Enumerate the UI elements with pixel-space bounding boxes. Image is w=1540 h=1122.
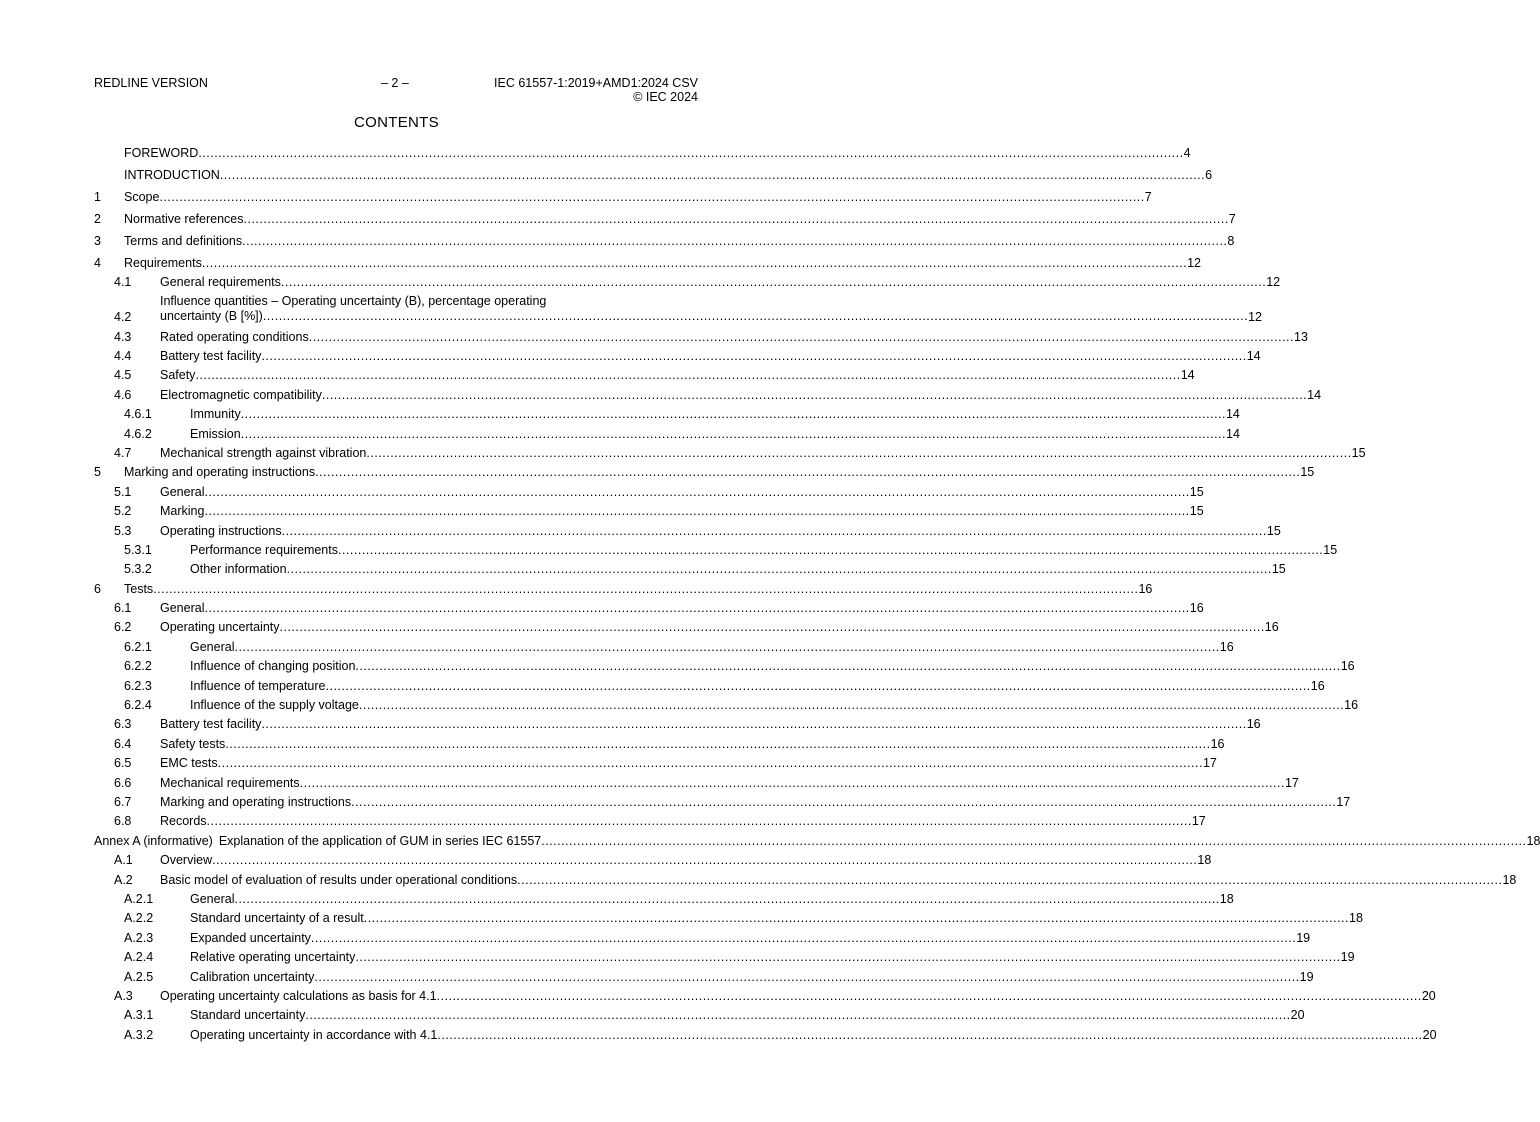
toc-entry-page: 7	[1144, 190, 1152, 205]
toc-entry-number: A.2.1	[124, 891, 154, 906]
toc-entry-page: 4	[1183, 146, 1191, 161]
toc-entry-page: 14	[1180, 368, 1195, 383]
toc-entry-title: Calibration uncertainty	[190, 969, 315, 984]
toc-entry-number: 6.3	[114, 717, 132, 732]
toc-entry-page: 12	[1187, 255, 1202, 270]
toc-entry-number: 6	[94, 581, 101, 596]
dot-leader	[261, 717, 1246, 731]
toc-entry-number	[94, 160, 124, 161]
toc-entry[interactable]	[94, 674, 1325, 693]
toc-entry-number: 6.5	[114, 756, 132, 771]
toc-entry-title: Rated operating conditions	[160, 329, 309, 344]
toc-entry-number: 5.2	[114, 504, 132, 519]
toc-entry-number: 6.1	[114, 601, 132, 616]
header-standard-number: IEC 61557-1:2019+AMD1:2024 CSV	[494, 76, 698, 90]
toc-entry-title: Safety	[160, 368, 196, 383]
toc-entry-page: 19	[1296, 930, 1311, 945]
toc-entry-number: 5.3.1	[124, 542, 152, 557]
dot-leader	[541, 834, 1526, 848]
dot-leader	[351, 795, 1336, 809]
dot-leader	[218, 756, 1203, 770]
toc-entry-title: Requirements	[124, 255, 202, 270]
toc-entry[interactable]	[94, 868, 1517, 887]
toc-entry-number: 1	[94, 190, 101, 205]
toc-entry[interactable]	[94, 142, 1191, 161]
toc-entry-page: 14	[1246, 349, 1261, 364]
toc-entry-title: Mechanical requirements	[160, 775, 300, 790]
toc-entry[interactable]	[94, 810, 1206, 829]
toc-entry-page: 15	[1189, 484, 1204, 499]
toc-entry-page: 16	[1246, 717, 1261, 732]
toc-entry-number: 4.4	[114, 349, 132, 364]
toc-entry-title: Records	[160, 814, 207, 829]
dot-leader	[309, 330, 1294, 344]
toc-entry[interactable]	[94, 383, 1322, 402]
toc-entry[interactable]	[94, 965, 1314, 984]
toc-entry[interactable]	[94, 888, 1234, 907]
dot-leader	[315, 465, 1300, 479]
toc-entry-page: 17	[1191, 814, 1206, 829]
toc-entry-title: Operating instructions	[160, 523, 282, 538]
toc-entry-number: 6.2.4	[124, 698, 152, 713]
toc-entry-page: 16	[1310, 678, 1325, 693]
toc-entry[interactable]	[94, 577, 1153, 596]
dot-leader	[242, 234, 1227, 248]
toc-entry-number: 2	[94, 212, 101, 227]
header-page-number: – 2 –	[381, 76, 409, 90]
toc-entry-page: 15	[1351, 445, 1366, 460]
toc-entry-page: 20	[1421, 988, 1436, 1003]
dot-leader	[300, 776, 1285, 790]
dot-leader	[241, 427, 1226, 441]
dot-leader	[261, 349, 1246, 363]
dot-leader	[287, 562, 1272, 576]
toc-entry-page: 6	[1205, 168, 1213, 183]
toc-entry-page: 19	[1299, 969, 1314, 984]
contents-title: CONTENTS	[354, 114, 439, 131]
toc-entry-title: Normative references	[124, 212, 244, 227]
toc-entry-page: 18	[1197, 853, 1212, 868]
dot-leader	[281, 275, 1266, 289]
toc-entry-number: 5.3.2	[124, 562, 152, 577]
dot-leader	[326, 679, 1311, 693]
toc-entry-number: 6.4	[114, 736, 132, 751]
toc-entry-title: Relative operating uncertainty	[190, 950, 356, 965]
dot-leader	[234, 892, 1219, 906]
toc-entry-title: General	[190, 891, 235, 906]
dot-leader	[364, 911, 1349, 925]
toc-entry-title: Influence of changing position	[190, 659, 356, 674]
toc-entry-number: 6.8	[114, 814, 132, 829]
toc-entry-number: 4	[94, 255, 101, 270]
header-standard-id	[494, 76, 698, 104]
toc-entry-title: Performance requirements	[190, 542, 338, 557]
dot-leader	[359, 698, 1344, 712]
toc-entry[interactable]	[94, 461, 1315, 480]
dot-leader	[314, 970, 1299, 984]
dot-leader	[241, 407, 1226, 421]
toc-entry-page: 14	[1307, 387, 1322, 402]
toc-entry-page: 20	[1422, 1027, 1437, 1042]
toc-entry[interactable]	[94, 1004, 1305, 1023]
toc-entry-number: 6.7	[114, 795, 132, 809]
toc-entry[interactable]	[94, 597, 1204, 616]
toc-entry-title-continued: uncertainty (B [%])	[160, 309, 263, 324]
toc-entry-number: 6.2.1	[124, 639, 152, 654]
toc-entry[interactable]	[94, 164, 1213, 183]
toc-entry-title: Influence of the supply voltage	[190, 698, 359, 713]
dot-leader	[517, 873, 1502, 887]
toc-entry[interactable]	[94, 771, 1299, 790]
toc-entry-page: 17	[1284, 775, 1299, 790]
toc-entry[interactable]	[94, 907, 1363, 926]
dot-leader	[366, 446, 1351, 460]
header-copyright: © IEC 2024	[633, 90, 698, 104]
dot-leader	[204, 601, 1189, 615]
toc-entry-page: 18	[1502, 872, 1517, 887]
dot-leader	[159, 190, 1144, 204]
toc-entry-number: Annex A (informative)	[94, 833, 213, 848]
dot-leader	[202, 256, 1187, 270]
toc-entry[interactable]	[94, 519, 1281, 538]
toc-entry-title: Standard uncertainty	[190, 1008, 306, 1023]
toc-entry-page: 15	[1266, 523, 1281, 538]
toc-entry-page: 16	[1340, 659, 1355, 674]
toc-entry-page: 17	[1202, 756, 1217, 771]
toc-entry[interactable]	[94, 752, 1217, 771]
table-of-contents	[94, 142, 1540, 1043]
toc-entry-number: 5.1	[114, 484, 132, 499]
toc-entry[interactable]	[94, 713, 1261, 732]
toc-entry-number	[94, 182, 124, 183]
toc-entry-title: Overview	[160, 853, 213, 868]
toc-entry[interactable]	[94, 403, 1240, 422]
dot-leader	[234, 640, 1219, 654]
toc-entry-title: Electromagnetic compatibility	[160, 387, 322, 402]
toc-entry[interactable]	[94, 271, 1281, 290]
toc-entry-number: A.1	[114, 853, 133, 868]
toc-entry-number: A.2.2	[124, 911, 154, 926]
toc-entry[interactable]	[94, 345, 1261, 364]
toc-entry[interactable]	[94, 616, 1279, 635]
dot-leader	[220, 168, 1205, 182]
toc-entry[interactable]	[94, 791, 1351, 810]
toc-entry[interactable]	[94, 926, 1311, 945]
toc-entry-page: 15	[1271, 562, 1286, 577]
toc-entry[interactable]	[94, 1023, 1437, 1042]
dot-leader	[244, 212, 1229, 226]
dot-leader	[153, 582, 1138, 596]
page-header	[94, 76, 698, 108]
toc-entry-title: General requirements	[160, 275, 281, 290]
toc-entry-title: Tests	[124, 581, 154, 596]
toc-entry-title: EMC tests	[160, 756, 218, 771]
toc-entry-number: A.2.3	[124, 930, 154, 945]
toc-entry-number: 3	[94, 233, 101, 248]
toc-entry-number: 4.6.2	[124, 426, 152, 441]
toc-entry-page: 16	[1210, 736, 1225, 751]
dot-leader	[355, 659, 1340, 673]
toc-entry-number: 4.7	[114, 445, 132, 460]
toc-entry-title: INTRODUCTION	[124, 168, 220, 183]
dot-leader	[282, 524, 1267, 538]
dot-leader	[305, 1008, 1290, 1022]
toc-entry[interactable]	[94, 290, 1263, 325]
toc-entry[interactable]	[94, 946, 1355, 965]
toc-entry-title: Battery test facility	[160, 717, 262, 732]
toc-entry-page: 14	[1225, 407, 1240, 422]
toc-entry-title: Influence quantities – Operating uncertainty (B), percentage operating	[160, 294, 547, 309]
toc-entry-number: 5	[94, 465, 101, 480]
toc-entry-title: Scope	[124, 190, 160, 205]
toc-entry-number: A.2	[114, 872, 133, 887]
toc-entry[interactable]	[94, 849, 1212, 868]
toc-entry[interactable]	[94, 558, 1286, 577]
toc-entry-title: Basic model of evaluation of results under operational conditions	[160, 872, 518, 887]
toc-entry-number: 4.3	[114, 329, 132, 344]
toc-entry[interactable]	[94, 539, 1338, 558]
toc-entry-page: 15	[1323, 542, 1338, 557]
dot-leader	[338, 543, 1323, 557]
header-version-label: REDLINE VERSION	[94, 76, 208, 90]
toc-entry-page: 16	[1264, 620, 1279, 635]
dot-leader	[212, 853, 1197, 867]
toc-entry-number: 4.5	[114, 368, 132, 383]
toc-entry[interactable]	[94, 985, 1436, 1004]
toc-entry[interactable]	[94, 480, 1204, 499]
toc-entry-title: Influence of temperature	[190, 678, 326, 693]
toc-entry-page: 20	[1290, 1008, 1305, 1023]
toc-entry-number: 5.3	[114, 523, 132, 538]
toc-entry-page: 16	[1219, 639, 1234, 654]
toc-entry-title: Battery test facility	[160, 349, 262, 364]
toc-entry[interactable]	[94, 732, 1225, 751]
toc-entry-page: 18	[1526, 833, 1540, 848]
toc-entry[interactable]	[94, 364, 1195, 383]
toc-entry-title: Marking	[160, 504, 205, 519]
toc-entry[interactable]	[94, 422, 1240, 441]
dot-leader	[311, 931, 1296, 945]
toc-entry-page: 12	[1266, 275, 1281, 290]
toc-entry-title: Explanation of the application of GUM in series IEC 61557	[218, 833, 542, 848]
toc-entry-title: General	[160, 601, 205, 616]
toc-entry-page: 13	[1294, 329, 1308, 344]
dot-leader	[198, 146, 1183, 160]
toc-entry-number: 4.6.1	[124, 407, 152, 422]
dot-leader	[280, 620, 1265, 634]
toc-entry-title: Marking and operating instructions	[160, 795, 352, 809]
toc-entry-number: 6.2.2	[124, 659, 152, 674]
toc-entry-title: Expanded uncertainty	[190, 930, 311, 945]
toc-entry[interactable]	[94, 829, 1540, 848]
toc-entry-title: Standard uncertainty of a result	[190, 911, 364, 926]
toc-entry-number: 4.1	[114, 275, 132, 290]
toc-entry-title: General	[160, 484, 205, 499]
toc-entry-title: Immunity	[190, 407, 241, 422]
toc-entry-page: 15	[1300, 465, 1315, 480]
toc-entry[interactable]	[94, 230, 1235, 249]
toc-entry-page: 16	[1189, 601, 1204, 616]
toc-entry-title: Operating uncertainty in accordance with 4.1	[190, 1027, 438, 1042]
toc-entry-page: 15	[1189, 504, 1204, 519]
toc-entry-page: 17	[1336, 795, 1351, 809]
dot-leader	[204, 504, 1189, 518]
toc-entry-page: 16	[1344, 698, 1359, 713]
toc-entry-title: Safety tests	[160, 736, 226, 751]
toc-entry-title: Operating uncertainty calculations as basis for 4.1	[160, 988, 437, 1003]
toc-entry-title: Mechanical strength against vibration	[160, 445, 367, 460]
toc-entry-number: 6.6	[114, 775, 132, 790]
toc-entry-number: A.3	[114, 988, 133, 1003]
toc-entry[interactable]	[94, 186, 1152, 205]
dot-leader	[195, 368, 1180, 382]
toc-entry-page: 14	[1226, 426, 1240, 441]
toc-entry-page: 7	[1228, 212, 1236, 227]
dot-leader	[355, 950, 1340, 964]
toc-entry-page: 18	[1219, 891, 1234, 906]
toc-entry-number: A.3.1	[124, 1008, 154, 1023]
toc-entry[interactable]	[94, 251, 1202, 270]
toc-entry-number: 4.2	[114, 310, 132, 325]
toc-entry-number: A.3.2	[124, 1027, 154, 1042]
toc-entry-page: 18	[1349, 911, 1363, 926]
toc-entry-title: Marking and operating instructions	[124, 465, 316, 480]
dot-leader	[204, 485, 1189, 499]
toc-entry-page: 12	[1248, 310, 1263, 325]
toc-entry[interactable]	[94, 325, 1308, 344]
dot-leader	[225, 737, 1210, 751]
toc-entry[interactable]	[94, 694, 1359, 713]
toc-entry[interactable]	[94, 208, 1236, 227]
toc-entry-title: Emission	[190, 426, 241, 441]
toc-entry-page: 19	[1340, 950, 1355, 965]
toc-entry-title: Terms and definitions	[124, 233, 243, 248]
toc-entry-title: General	[190, 639, 235, 654]
toc-entry-number: 6.2	[114, 620, 132, 635]
toc-entry-page: 8	[1227, 233, 1235, 248]
toc-entry[interactable]	[94, 442, 1366, 461]
dot-leader	[263, 309, 1248, 324]
toc-entry-number: 4.6	[114, 387, 132, 402]
toc-entry[interactable]	[94, 655, 1355, 674]
toc-entry-number: A.2.4	[124, 950, 154, 965]
toc-entry-page: 16	[1138, 581, 1153, 596]
toc-entry[interactable]	[94, 500, 1204, 519]
dot-leader	[207, 814, 1192, 828]
dot-leader	[437, 989, 1422, 1003]
toc-entry-title: Other information	[190, 562, 287, 577]
dot-leader	[322, 388, 1307, 402]
toc-entry-title: FOREWORD	[124, 146, 199, 161]
toc-entry-title: Operating uncertainty	[160, 620, 280, 635]
toc-entry-number: 6.2.3	[124, 678, 152, 693]
toc-entry-number: A.2.5	[124, 969, 154, 984]
toc-entry[interactable]	[94, 635, 1234, 654]
dot-leader	[437, 1028, 1422, 1042]
